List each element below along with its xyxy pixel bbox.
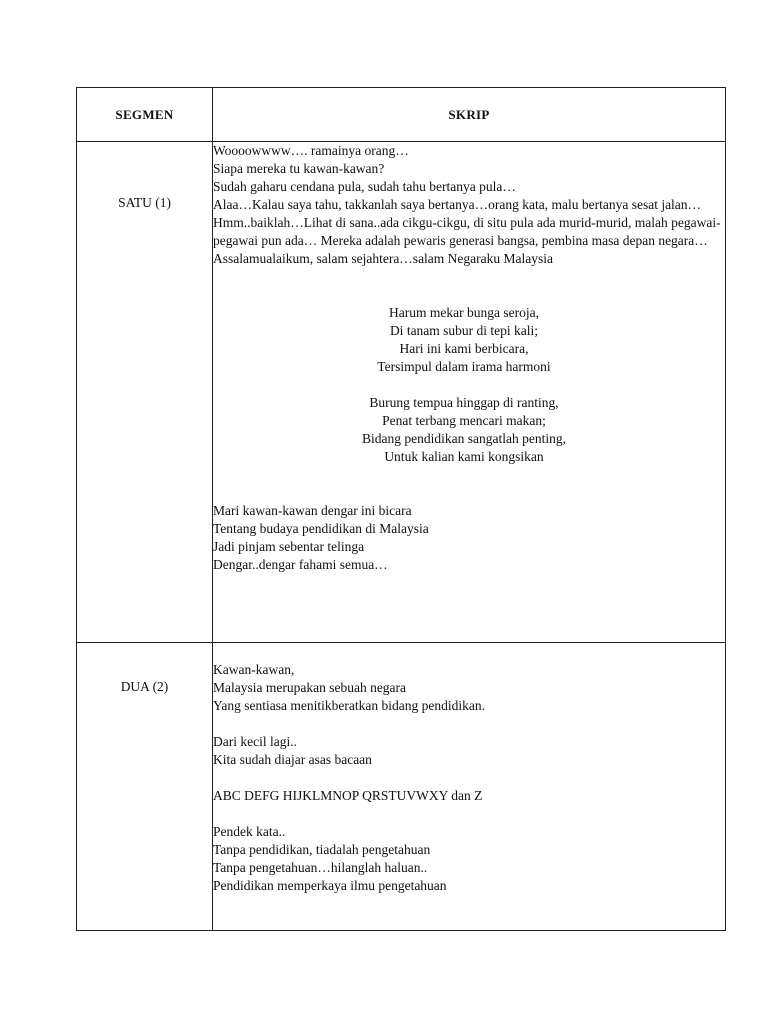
script-line: Sudah gaharu cendana pula, sudah tahu bertanya pula… (213, 179, 516, 194)
script-cell (213, 643, 726, 931)
pantun-line: Burung tempua hinggap di ranting, (369, 395, 559, 410)
pantun-line: Untuk kalian kami kongsikan (384, 449, 544, 464)
pantun-line: Penat terbang mencari makan; (382, 413, 546, 428)
script-line: Pendek kata.. (213, 824, 286, 839)
script-line: Siapa mereka tu kawan-kawan? (213, 161, 385, 176)
segment-label: DUA (2) (120, 679, 169, 694)
script-line: Hmm..baiklah…Lihat di sana..ada cikgu-cikgu, di situ pula ada murid-murid, malah pegawai-pegawai pun ada… Mereka adalah pewaris generasi bangsa, pembina masa depan negara… (213, 215, 721, 248)
script-line: Alaa…Kalau saya tahu, takkanlah saya bertanya…orang kata, malu bertanya sesat jalan… (213, 197, 702, 212)
script-line: Dengar..dengar fahami semua… (213, 557, 388, 572)
script-line: Tentang budaya pendidikan di Malaysia (213, 521, 429, 536)
script-line: Yang sentiasa menitikberatkan bidang pendidikan. (213, 698, 485, 713)
alphabet-line: ABC DEFG HIJKLMNOP QRSTUVWXY dan Z (213, 788, 483, 803)
segment-label: SATU (1) (118, 195, 171, 210)
script-line: Assalamualaikum, salam sejahtera…salam Negaraku Malaysia (213, 251, 554, 266)
script-cell (213, 142, 726, 643)
segment-cell (77, 643, 213, 931)
segment-cell (77, 142, 213, 643)
table-header-row (77, 88, 726, 142)
script-line: Dari kecil lagi.. (213, 734, 297, 749)
script-line: Jadi pinjam sebentar telinga (213, 539, 365, 554)
script-line: Woooowwww…. ramainya orang… (213, 143, 409, 158)
header-segment: SEGMEN (77, 88, 213, 142)
pantun-line: Hari ini kami berbicara, (399, 341, 529, 356)
header-script: SKRIP (213, 88, 726, 142)
script-line: Kita sudah diajar asas bacaan (213, 752, 372, 767)
script-line: Tanpa pendidikan, tiadalah pengetahuan (213, 842, 431, 857)
table-row (77, 142, 726, 643)
script-line: Kawan-kawan, (213, 662, 295, 677)
script-line: Tanpa pengetahuan…hilanglah haluan.. (213, 860, 428, 875)
script-line: Pendidikan memperkaya ilmu pengetahuan (213, 878, 447, 893)
pantun-line: Tersimpul dalam irama harmoni (377, 359, 551, 374)
script-line: Mari kawan-kawan dengar ini bicara (213, 503, 412, 518)
script-table (76, 87, 726, 931)
script-line: Malaysia merupakan sebuah negara (213, 680, 407, 695)
pantun-line: Bidang pendidikan sangatlah penting, (362, 431, 566, 446)
pantun-line: Di tanam subur di tepi kali; (389, 323, 539, 338)
pantun-line: Harum mekar bunga seroja, (389, 305, 539, 320)
table-row (77, 643, 726, 931)
